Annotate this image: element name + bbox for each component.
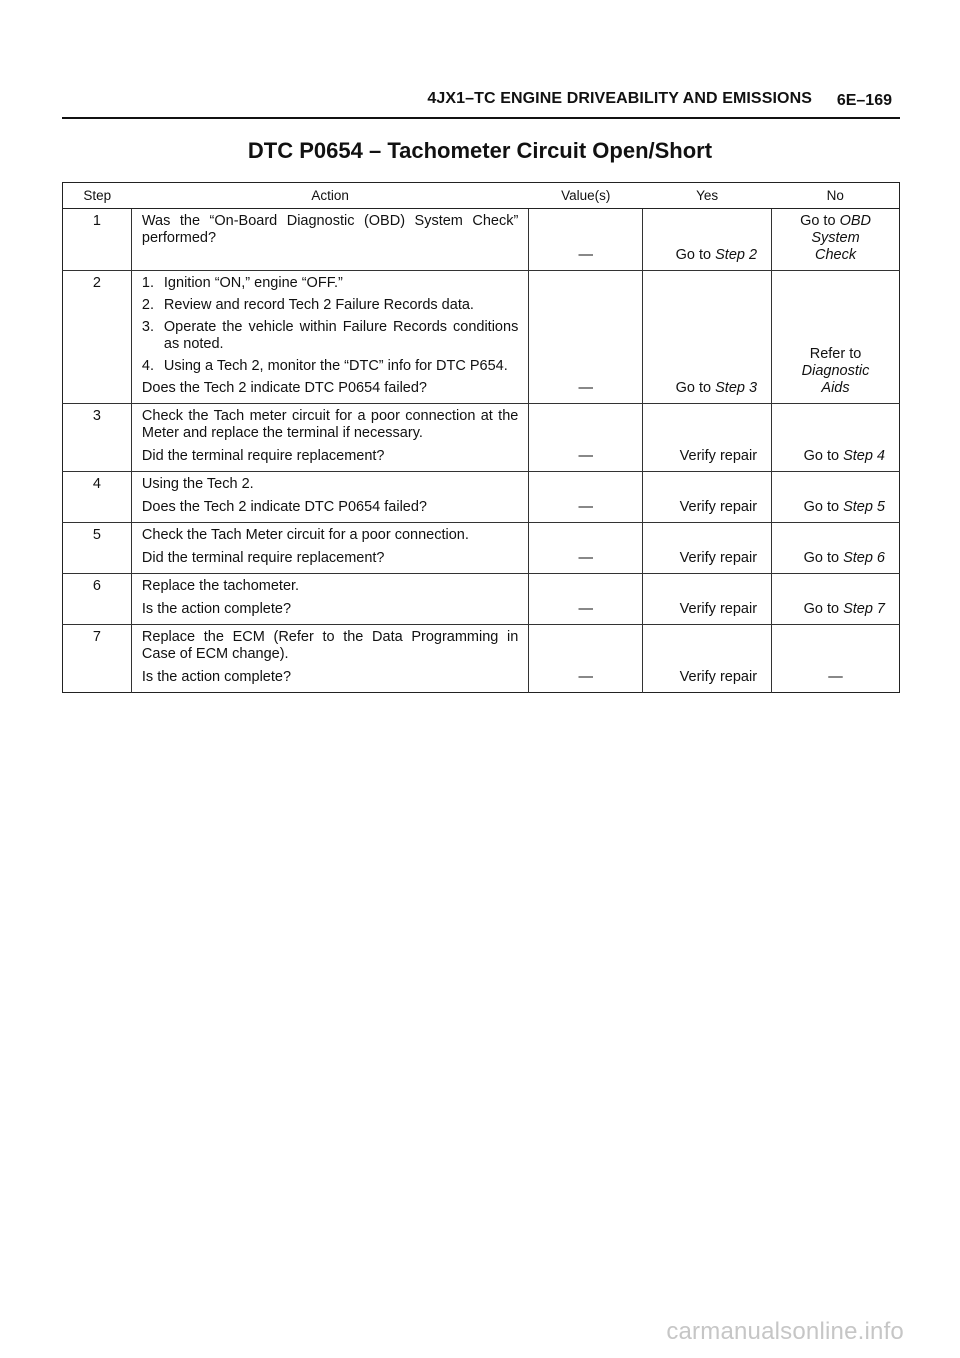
action-text: Was the “On-Board Diagnostic (OBD) System Check” performed?: [141, 213, 519, 246]
page-title: DTC P0654 – Tachometer Circuit Open/Short: [247, 138, 713, 163]
value-cell: —: [529, 574, 643, 625]
no-ref-system[interactable]: System: [811, 230, 860, 246]
yes-prefix: Go to: [675, 247, 716, 263]
step-number: 3: [63, 404, 132, 472]
action-question: Does the Tech 2 indicate DTC P0654 failed?: [141, 380, 427, 396]
action-question: Is the action complete?: [141, 669, 292, 685]
no-cell: [772, 209, 900, 271]
action-cell: [131, 574, 528, 625]
list-text: Ignition “ON,” engine “OFF.”: [163, 275, 343, 291]
action-text: Replace the ECM (Refer to the Data Programming in Case of ECM change).: [141, 629, 519, 662]
yes-cell: Verify repair: [643, 523, 772, 574]
no-ref-diagnostic[interactable]: Diagnostic: [801, 363, 870, 379]
no-ref-aids[interactable]: Aids: [821, 380, 850, 396]
no-prefix: Go to: [803, 499, 844, 515]
no-cell: [772, 271, 900, 404]
no-step-link[interactable]: Step 6: [843, 550, 885, 566]
step-number: 5: [63, 523, 132, 574]
column-header-action: Action: [131, 183, 528, 209]
no-ref-check[interactable]: Check: [814, 247, 857, 263]
table-row: [63, 271, 900, 404]
action-question: Did the terminal require replacement?: [141, 448, 385, 464]
action-cell: [131, 209, 528, 271]
watermark: carmanualsonline.info: [666, 1318, 904, 1345]
action-cell: [131, 472, 528, 523]
step-number: 4: [63, 472, 132, 523]
action-question: Does the Tech 2 indicate DTC P0654 failed?: [141, 499, 427, 515]
action-cell: [131, 404, 528, 472]
list-text: Review and record Tech 2 Failure Records data.: [163, 297, 474, 313]
action-question: Did the terminal require replacement?: [141, 550, 385, 566]
yes-step-link[interactable]: Step 3: [715, 380, 758, 396]
yes-cell: Verify repair: [643, 404, 772, 472]
yes-step-link[interactable]: Step 2: [715, 247, 758, 263]
diagnostic-table: [62, 182, 900, 693]
list-text: Operate the vehicle within Failure Records conditions as noted.: [163, 319, 519, 352]
table-header-row: [63, 183, 900, 209]
value-cell: —: [529, 404, 643, 472]
no-cell: [772, 523, 900, 574]
list-item: [142, 358, 518, 375]
yes-prefix: Go to: [675, 380, 716, 396]
list-number: 4.: [141, 358, 154, 374]
value-cell: —: [529, 271, 643, 404]
action-cell: [131, 523, 528, 574]
yes-cell: [643, 271, 772, 404]
step-number: 2: [63, 271, 132, 404]
column-header-values: Value(s): [529, 183, 643, 209]
step-number: 7: [63, 625, 132, 693]
yes-cell: Verify repair: [643, 574, 772, 625]
list-number: 2.: [141, 297, 154, 313]
list-text: Using a Tech 2, monitor the “DTC” info for DTC P654.: [163, 358, 508, 374]
action-list: [142, 275, 518, 375]
no-step-link[interactable]: Step 5: [843, 499, 885, 515]
table-row: [63, 625, 900, 693]
yes-cell: [643, 209, 772, 271]
column-header-yes: Yes: [643, 183, 772, 209]
yes-cell: Verify repair: [643, 472, 772, 523]
action-text: Check the Tach meter circuit for a poor connection at the Meter and replace the terminal if necessary.: [141, 408, 519, 441]
no-step-link[interactable]: Step 7: [843, 601, 885, 617]
no-step-link[interactable]: Step 4: [843, 448, 885, 464]
yes-cell: Verify repair: [643, 625, 772, 693]
no-cell: [772, 404, 900, 472]
section-title: 4JX1–TC ENGINE DRIVEABILITY AND EMISSIONS: [427, 90, 812, 107]
table-row: [63, 574, 900, 625]
no-line-refer: Refer to: [809, 346, 862, 362]
action-text: Using the Tech 2.: [141, 476, 254, 492]
no-prefix: Go to: [803, 448, 844, 464]
value-cell: —: [529, 625, 643, 693]
action-text: Replace the tachometer.: [141, 578, 300, 594]
no-ref-obd[interactable]: OBD: [839, 213, 871, 229]
step-number: 6: [63, 574, 132, 625]
list-item: [142, 275, 518, 292]
action-text: Check the Tach Meter circuit for a poor connection.: [141, 527, 469, 543]
no-cell: [772, 472, 900, 523]
table-row: [63, 404, 900, 472]
step-number: 1: [63, 209, 132, 271]
list-item: [142, 319, 518, 353]
action-cell: [131, 625, 528, 693]
no-cell: —: [772, 625, 900, 693]
list-item: [142, 297, 518, 314]
action-question: Is the action complete?: [141, 601, 292, 617]
running-header: [62, 88, 900, 119]
value-cell: —: [529, 472, 643, 523]
list-number: 3.: [141, 319, 154, 335]
value-cell: —: [529, 209, 643, 271]
no-cell: [772, 574, 900, 625]
list-number: 1.: [141, 275, 154, 291]
action-cell: [131, 271, 528, 404]
no-prefix: Go to: [803, 601, 844, 617]
no-prefix: Go to: [800, 213, 840, 229]
table-row: [63, 523, 900, 574]
column-header-no: No: [772, 183, 900, 209]
table-row: [63, 209, 900, 271]
table-row: [63, 472, 900, 523]
page-number: 6E–169: [836, 92, 892, 109]
no-prefix: Go to: [803, 550, 844, 566]
column-header-step: Step: [63, 183, 132, 209]
value-cell: —: [529, 523, 643, 574]
